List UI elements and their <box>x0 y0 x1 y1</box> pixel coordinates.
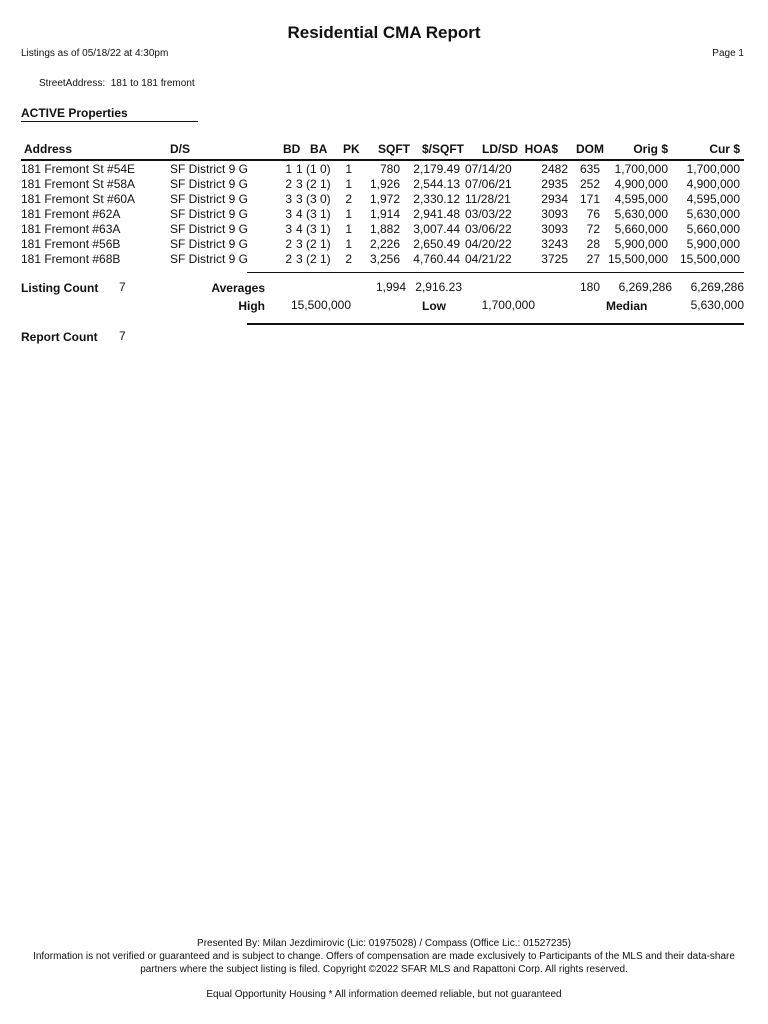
high-label: High <box>238 299 265 313</box>
cell-dom: 72 <box>586 222 600 236</box>
cell-address: 181 Fremont St #60A <box>21 192 136 206</box>
cell-cur: 4,595,000 <box>686 192 740 206</box>
cell-hoa: 3725 <box>541 252 568 266</box>
cell-orig: 5,630,000 <box>614 207 668 221</box>
cell-ds: SF District 9 G <box>170 222 249 236</box>
cell-ba: 1 (1 0) <box>296 162 331 176</box>
col-hoa: HOA$ <box>524 142 558 156</box>
cell-orig: 4,900,000 <box>614 177 668 191</box>
avg-ppsf: 2,916.23 <box>415 280 462 294</box>
cell-sqft: 1,926 <box>369 177 400 191</box>
search-criteria <box>39 78 195 89</box>
cell-ppsf: 2,650.49 <box>413 237 460 251</box>
cell-ppsf: 4,760.44 <box>413 252 460 266</box>
high-value: 15,500,000 <box>290 298 351 312</box>
header-rule <box>21 159 744 161</box>
cell-dom: 76 <box>586 207 600 221</box>
footer-disclaimer-2: partners where the subject listing is filed. Copyright ©2022 SFAR MLS and Rapattoni Corp. All rights reserved. <box>140 964 628 975</box>
cell-ldsd: 07/14/20 <box>465 162 512 176</box>
low-value: 1,700,000 <box>481 298 535 312</box>
cell-ldsd: 07/06/21 <box>465 177 512 191</box>
cell-pk: 1 <box>345 207 352 221</box>
page-number: Page 1 <box>712 48 744 59</box>
table-row <box>0 237 768 252</box>
col-sqft: SQFT <box>378 142 410 156</box>
cell-dom: 252 <box>579 177 600 191</box>
cell-sqft: 1,972 <box>369 192 400 206</box>
col-ba: BA <box>310 142 328 156</box>
col-address: Address <box>24 142 73 156</box>
footer-equal-housing: Equal Opportunity Housing * All information deemed reliable, but not guaranteed <box>206 989 562 1000</box>
cell-dom: 635 <box>579 162 600 176</box>
cell-sqft: 1,914 <box>369 207 400 221</box>
cell-ds: SF District 9 G <box>170 252 249 266</box>
low-label: Low <box>422 299 446 313</box>
cell-ppsf: 2,330.12 <box>413 192 460 206</box>
cell-ldsd: 03/06/22 <box>465 222 512 236</box>
median-label: Median <box>606 299 648 313</box>
cell-bd: 2 <box>285 177 292 191</box>
cell-hoa: 3093 <box>541 222 568 236</box>
cell-sqft: 2,226 <box>369 237 400 251</box>
table-row <box>0 177 768 192</box>
cell-ldsd: 11/28/21 <box>465 192 511 206</box>
cell-orig: 15,500,000 <box>607 252 668 266</box>
cell-hoa: 2482 <box>541 162 568 176</box>
cell-pk: 1 <box>345 162 352 176</box>
col-dom: DOM <box>576 142 604 156</box>
table-row <box>0 252 768 267</box>
cell-sqft: 1,882 <box>369 222 400 236</box>
cell-bd: 3 <box>285 207 292 221</box>
cell-bd: 3 <box>285 192 292 206</box>
cell-pk: 2 <box>345 252 352 266</box>
report-count-value: 7 <box>119 329 126 343</box>
avg-orig: 6,269,286 <box>618 280 672 294</box>
cell-ldsd: 04/20/22 <box>465 237 512 251</box>
report-title: Residential CMA Report <box>287 23 481 42</box>
cell-ppsf: 2,544.13 <box>413 177 460 191</box>
cell-address: 181 Fremont St #58A <box>21 177 136 191</box>
averages-label: Averages <box>211 281 265 295</box>
footer-disclaimer-1: Information is not verified or guaranteed and is subject to change. Offers of compensation are made exclusively to Participants of the MLS and their data-share <box>33 951 735 962</box>
table-row <box>0 192 768 207</box>
listings-as-of: Listings as of 05/18/22 at 4:30pm <box>21 48 169 59</box>
cell-orig: 1,700,000 <box>614 162 668 176</box>
criteria-label: StreetAddress: <box>39 78 106 89</box>
cell-ba: 3 (2 1) <box>296 177 331 191</box>
cell-bd: 2 <box>285 237 292 251</box>
report-count-label: Report Count <box>21 330 98 344</box>
cell-ppsf: 3,007.44 <box>413 222 460 236</box>
cell-cur: 4,900,000 <box>686 177 740 191</box>
footer-presented-by: Presented By: Milan Jezdimirovic (Lic: 01975028) / Compass (Office Lic.: 01527235) <box>197 938 571 949</box>
cell-hoa: 3243 <box>541 237 568 251</box>
cell-cur: 5,900,000 <box>686 237 740 251</box>
cell-pk: 1 <box>345 222 352 236</box>
cell-pk: 1 <box>345 177 352 191</box>
avg-sqft: 1,994 <box>375 280 406 294</box>
cell-ds: SF District 9 G <box>170 162 249 176</box>
cell-dom: 27 <box>586 252 600 266</box>
cell-address: 181 Fremont St #54E <box>21 162 136 176</box>
cell-ds: SF District 9 G <box>170 207 249 221</box>
cell-hoa: 2934 <box>541 192 568 206</box>
cell-cur: 1,700,000 <box>686 162 740 176</box>
cell-orig: 5,900,000 <box>614 237 668 251</box>
cell-address: 181 Fremont #56B <box>21 237 121 251</box>
col-pk: PK <box>343 142 360 156</box>
cell-address: 181 Fremont #62A <box>21 207 121 221</box>
cell-ba: 3 (3 0) <box>296 192 331 206</box>
cell-ba: 4 (3 1) <box>296 222 331 236</box>
table-row <box>0 207 768 222</box>
col-orig: Orig $ <box>633 142 668 156</box>
cell-bd: 2 <box>285 252 292 266</box>
cell-address: 181 Fremont #68B <box>21 252 121 266</box>
avg-dom: 180 <box>579 280 600 294</box>
cell-address: 181 Fremont #63A <box>21 222 121 236</box>
cell-ldsd: 04/21/22 <box>465 252 512 266</box>
avg-cur: 6,269,286 <box>690 280 744 294</box>
cell-cur: 5,630,000 <box>686 207 740 221</box>
col-cur: Cur $ <box>709 142 740 156</box>
listing-count-label: Listing Count <box>21 281 99 295</box>
cell-cur: 15,500,000 <box>679 252 740 266</box>
median-value: 5,630,000 <box>690 298 744 312</box>
cell-hoa: 2935 <box>541 177 568 191</box>
col-ldsd: LD/SD <box>482 142 518 156</box>
section-title: ACTIVE Properties <box>21 106 128 120</box>
summary-rule <box>247 323 744 325</box>
cell-ds: SF District 9 G <box>170 177 249 191</box>
cell-sqft: 3,256 <box>369 252 400 266</box>
cell-ds: SF District 9 G <box>170 237 249 251</box>
cell-hoa: 3093 <box>541 207 568 221</box>
cell-dom: 28 <box>586 237 600 251</box>
cell-bd: 3 <box>285 222 292 236</box>
cell-pk: 1 <box>345 237 352 251</box>
cell-orig: 4,595,000 <box>614 192 668 206</box>
col-bd: BD <box>283 142 301 156</box>
table-row <box>0 162 768 177</box>
cell-ds: SF District 9 G <box>170 192 249 206</box>
criteria-value: 181 to 181 fremont <box>110 78 195 89</box>
cell-bd: 1 <box>285 162 292 176</box>
cell-ppsf: 2,179.49 <box>413 162 460 176</box>
cell-ba: 3 (2 1) <box>296 252 331 266</box>
table-row <box>0 222 768 237</box>
totals-rule <box>247 272 744 273</box>
cell-pk: 2 <box>345 192 352 206</box>
col-ppsf: $/SQFT <box>421 142 464 156</box>
section-underline <box>21 121 198 122</box>
cell-ldsd: 03/03/22 <box>465 207 512 221</box>
cell-cur: 5,660,000 <box>686 222 740 236</box>
col-ds: D/S <box>170 142 191 156</box>
cell-ppsf: 2,941.48 <box>413 207 460 221</box>
cell-orig: 5,660,000 <box>614 222 668 236</box>
cell-sqft: 780 <box>379 162 400 176</box>
cell-dom: 171 <box>579 192 600 206</box>
cell-ba: 3 (2 1) <box>296 237 331 251</box>
listing-count-value: 7 <box>119 280 126 294</box>
cell-ba: 4 (3 1) <box>296 207 331 221</box>
